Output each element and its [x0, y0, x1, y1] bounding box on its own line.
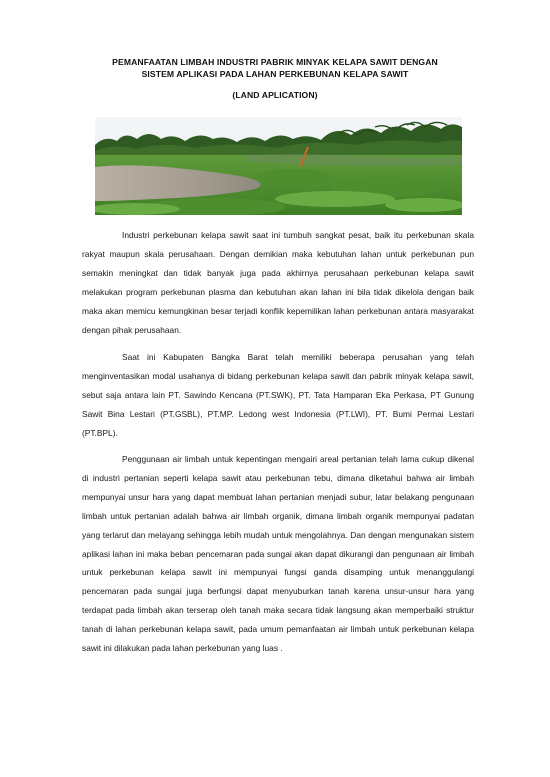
paragraph-2: Saat ini Kabupaten Bangka Barat telah memiliki beberapa perusahan yang telah menginventasikan modal usahanya di bidang perkebunan kelapa sawit dan pabrik minyak kelapa sawit, sebut saja antara lain PT. Sawindo Kencana (PT.SWK), PT. Tata Hamparan Eka Perkasa, PT Gunung Sawit Bina Lestari (PT.GSBL), PT.MP. Ledong west Indonesia (PT.LWI), PT. Bumi Permai Lestari (PT.BPL).: [82, 352, 474, 438]
paragraph-1: Industri perkebunan kelapa sawit saat ini tumbuh sangkat pesat, baik itu perkebunan skala rakyat maupun skala perusahaan. Dengan demikian maka kebutuhan lahan untuk perkebunan pun semakin meningkat dan tidak banyak juga pada akhirnya perusahaan perkebunan kelapa sawit melakukan program perkebunan plasma dan kebutuhan akan lahan ini bila tidak dikelola dengan baik maka akan memicu kemungkinan besar terjadi konflik kepemilikan lahan perkebunan antara masyarakat dengan pihak perusahaan.: [82, 230, 474, 335]
document-title-line-1: PEMANFAATAN LIMBAH INDUSTRI PABRIK MINYAK KELAPA SAWIT DENGAN: [112, 57, 438, 67]
palm-plantation-photo-illustration: [95, 117, 462, 215]
document-subtitle: (LAND APLICATION): [232, 90, 318, 100]
paragraph-3: Penggunaan air limbah untuk kepentingan mengairi areal pertanian telah lama cukup dikenal di industri pertanian seperti kelapa sawit atau perkebunan tebu, dimana diketahui bahwa air limbah mempunyai unsur hara yang dapat membuat lahan pertanian menjadi subur, latar belakang pengunaan limbah untuk pertanian adalah bahwa air limbah organik, dimana limbah organik mempunyai padatan yang terlarut dan melayang sehingga lebih mudah untuk mengolahnya. Dan dengan mengunakan sistem aplikasi lahan ini maka beban pencemaran pada sungai akan dapat dikurangi dan pengunaan air limbah untuk perkebunan kelapa sawit ini mempunyai fungsi ganda disamping untuk menanggulangi pencemaran pada sungai juga berfungsi dapat menyuburkan tanah karena unsur-unsur hara yang terdapat pada limbah akan terserap oleh tanah maka secara tidak langsung akan memperbaiki struktur tanah di lahan perkebunan kelapa sawit, pada umum pemanfaatan air limbah untuk perkebunan kelapa sawit ini dilakukan pada lahan perkebunan yang luas .: [82, 454, 474, 654]
land-application-photo: [95, 117, 462, 215]
document-title-line-2: SISTEM APLIKASI PADA LAHAN PERKEBUNAN KELAPA SAWIT: [141, 69, 409, 79]
